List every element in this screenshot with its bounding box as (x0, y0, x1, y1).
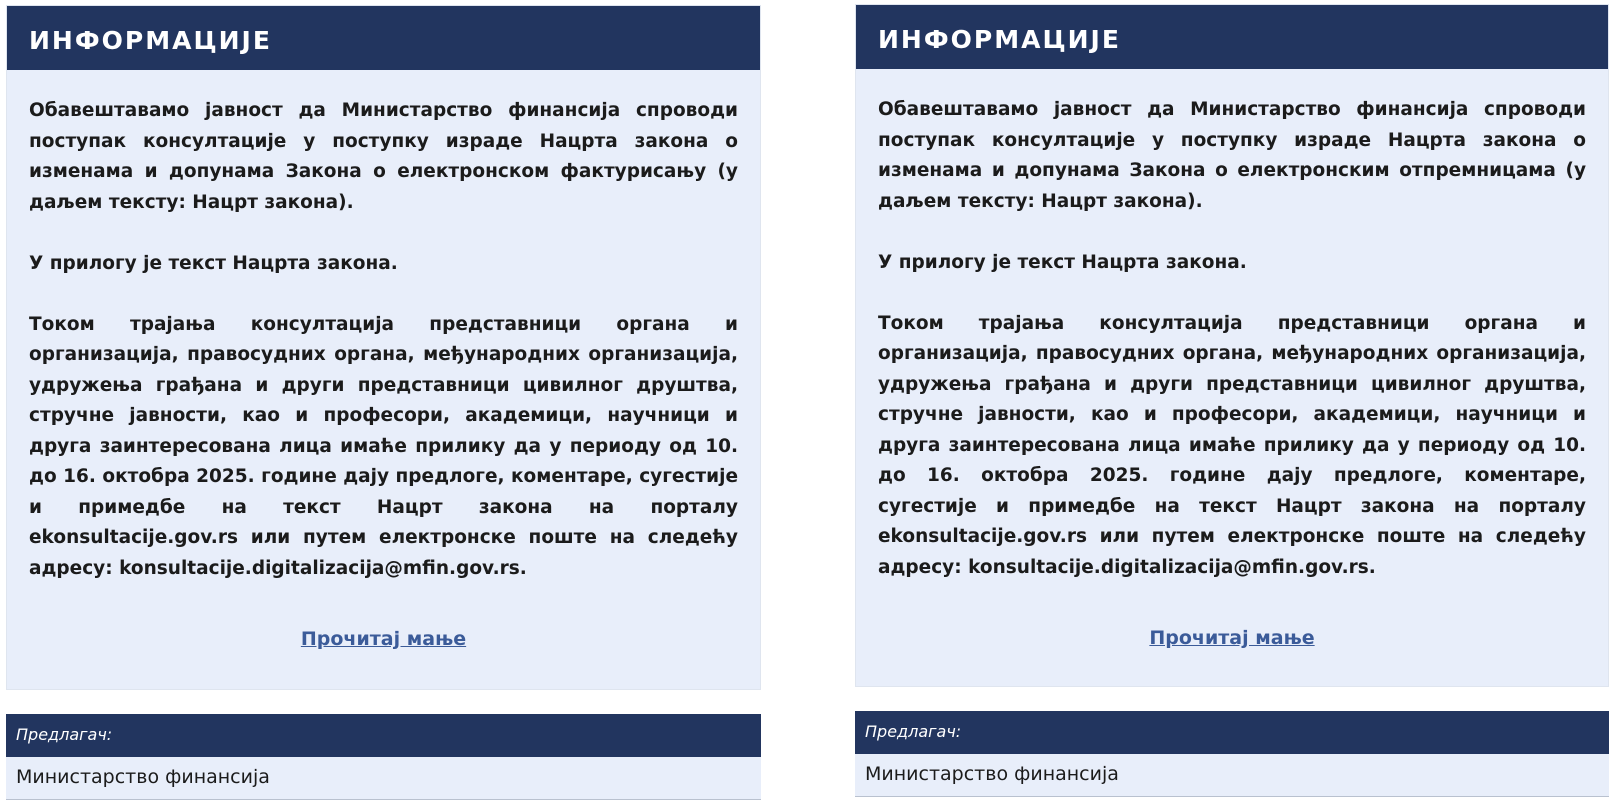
proposer-value: Министарство финансија (855, 754, 1609, 797)
info-paragraph-2: У прилогу је текст Нацрта закона. (878, 251, 1247, 273)
card-body (856, 69, 1608, 654)
info-panel-right (855, 0, 1609, 797)
info-card (6, 5, 761, 690)
info-paragraph-1: Обавештавамо јавност да Министарство финансија спроводи поступак консултације у поступку израде Нацрта закона о изменама и допунама Закона о електронском фактурисању (у даљем тексту: Нацрт закона). (29, 100, 738, 213)
card-title: ИНФОРМАЦИЈЕ (7, 6, 760, 70)
card-title: ИНФОРМАЦИЈЕ (856, 5, 1608, 69)
info-paragraph-3: Током трајања консултација представници органа и организација, правосудних органа, међународних организација, удружења грађана и други представници цивилног друштва, стручне јавности, као и професори, академици, научници и друга заинтересована лица имаће прилику да у периоду од 10. до 16. октобра 2025. године дају предлоге, коментаре, сугестије и примедбе на текст Нацрт закона на порталу ekonsultacije.gov.rs или путем електронске поште на следећу адресу: konsultacije.digitalizacija@mfin.gov.rs. (878, 312, 1586, 578)
info-paragraph-1: Обавештавамо јавност да Министарство финансија спроводи поступак консултације у поступку израде Нацрта закона о изменама и допунама Закона о електронским отпремницама (у даљем тексту: Нацрт закона). (878, 99, 1586, 212)
info-paragraph-3: Током трајања консултација представници органа и организација, правосудних органа, међународних организација, удружења грађана и други представници цивилног друштва, стручне јавности, као и професори, академици, научници и друга заинтересована лица имаће прилику да у периоду од 10. до 16. октобра 2025. године дају предлоге, коментаре, сугестије и примедбе на текст Нацрт закона на порталу ekonsultacije.gov.rs или путем електронске поште на следећу адресу: konsultacije.digitalizacija@mfin.gov.rs. (29, 313, 738, 579)
proposer-section (855, 711, 1609, 797)
info-card (855, 4, 1609, 687)
proposer-value: Министарство финансија (6, 757, 761, 800)
card-body (7, 70, 760, 655)
info-paragraph-2: У прилогу је текст Нацрта закона. (29, 252, 398, 274)
info-panel-left (6, 0, 761, 800)
read-less-link[interactable]: Прочитај мање (1149, 627, 1315, 649)
proposer-section (6, 714, 761, 800)
proposer-label: Предлагач: (6, 714, 761, 757)
proposer-label: Предлагач: (855, 711, 1609, 754)
read-less-link[interactable]: Прочитај мање (300, 628, 467, 650)
